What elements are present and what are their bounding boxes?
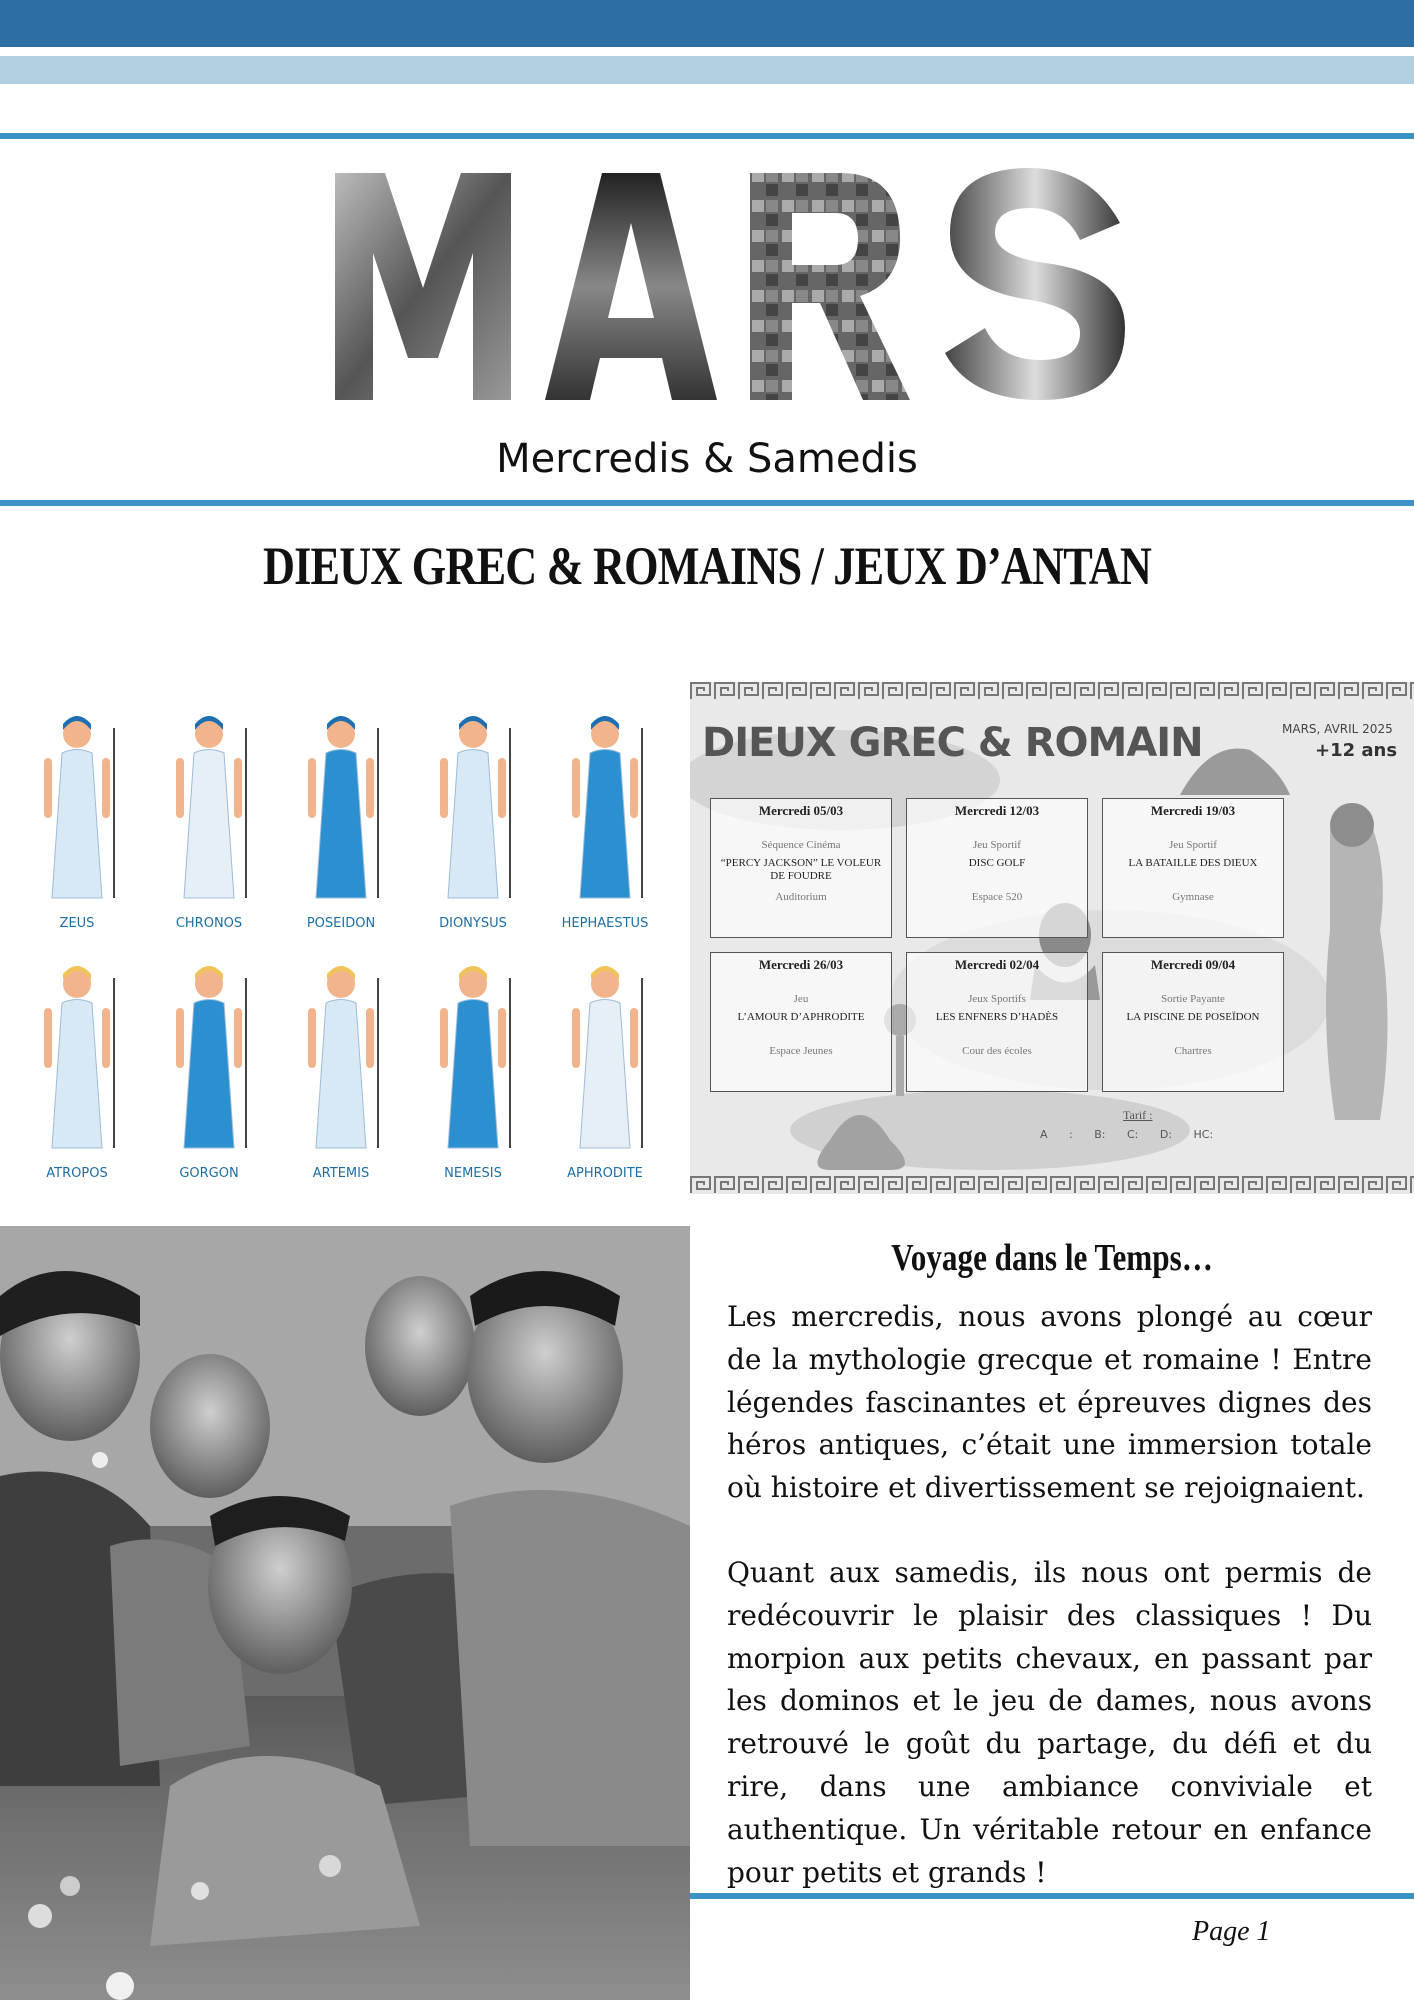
god-figure xyxy=(404,708,542,931)
section-title: DIEUX GREC & ROMAINS / JEUX D’ANTAN xyxy=(262,536,1152,596)
card-type: Jeux Sportifs xyxy=(968,993,1026,1005)
meander-border-top xyxy=(690,682,1414,700)
god-name-label: DIONYSUS xyxy=(439,916,507,931)
tarif-label: Tarif : xyxy=(1123,1108,1153,1122)
card-type: Jeu Sportif xyxy=(1169,839,1217,851)
header-divider xyxy=(0,133,1414,139)
top-light-blue-bar xyxy=(0,56,1414,84)
god-illustration-icon xyxy=(550,708,660,908)
god-name-label: CHRONOS xyxy=(175,916,243,931)
card-event: LA BATAILLE DES DIEUX xyxy=(1128,857,1258,869)
god-figure xyxy=(140,708,278,931)
god-illustration-icon xyxy=(154,708,264,908)
card-title: Mercredi 02/04 xyxy=(954,957,1040,972)
marble-background xyxy=(690,700,1414,1176)
card-event: LA PISCINE DE POSEÏDON xyxy=(1126,1011,1260,1023)
god-figure xyxy=(8,958,146,1181)
event-card xyxy=(906,952,1088,1092)
event-card xyxy=(906,798,1088,938)
god-name-label: HEPHAESTUS xyxy=(561,916,649,931)
mars-title-image xyxy=(330,168,1140,400)
god-name-label: ARTEMIS xyxy=(312,1166,370,1181)
event-card xyxy=(710,952,892,1092)
god-illustration-icon xyxy=(154,958,264,1158)
article-title: Voyage dans le Temps… xyxy=(891,1237,1213,1279)
children-marbles-photo xyxy=(0,1226,690,2000)
card-event: DISC GOLF xyxy=(968,857,1026,869)
letter-s xyxy=(945,168,1125,400)
footer-divider xyxy=(690,1893,1414,1899)
god-illustration-icon xyxy=(418,958,528,1158)
card-title: Mercredi 05/03 xyxy=(758,803,844,818)
letter-m xyxy=(335,173,511,400)
god-name-label: ATROPOS xyxy=(46,1166,108,1181)
god-name-label: APHRODITE xyxy=(567,1166,643,1181)
tarif-codes: A : B: C: D: HC: xyxy=(1040,1128,1214,1141)
card-place: Espace 520 xyxy=(971,891,1023,903)
card-place: Gymnase xyxy=(1172,891,1214,903)
god-figure xyxy=(536,708,674,931)
god-name-label: GORGON xyxy=(179,1166,239,1181)
card-type: Jeu Sportif xyxy=(973,839,1021,851)
card-type: Séquence Cinéma xyxy=(761,839,841,851)
letter-r xyxy=(750,173,910,400)
card-place: Espace Jeunes xyxy=(769,1045,833,1057)
card-title: Mercredi 26/03 xyxy=(758,957,844,972)
poster-age: +12 ans xyxy=(1315,740,1398,761)
card-type: Sortie Payante xyxy=(1161,993,1225,1005)
god-illustration-icon xyxy=(22,708,132,908)
god-figure xyxy=(404,958,542,1181)
god-figure xyxy=(140,958,278,1181)
god-illustration-icon xyxy=(22,958,132,1158)
page-number: Page 1 xyxy=(1192,1916,1271,1947)
card-place: Chartres xyxy=(1174,1045,1212,1057)
card-event: “PERCY JACKSON” LE VOLEUR DE FOUDRE xyxy=(720,857,882,882)
subtitle-divider xyxy=(0,500,1414,506)
god-name-label: NEMESIS xyxy=(444,1166,502,1181)
god-illustration-icon xyxy=(550,958,660,1158)
article-paragraph: Quant aux samedis, ils nous ont permis de redécouvrir le plaisir des classiques ! Du morpion aux petits chevaux, en passant par les dominos et le jeu de dames, nous avons retrouvé le goût du partage, du défi et du rire, dans une ambiance conviviale et authentique. Un véritable retour en enfance pour petits et grands ! xyxy=(727,1555,1372,1889)
card-event: L’AMOUR D’APHRODITE xyxy=(737,1011,865,1023)
subtitle: Mercredis & Samedis xyxy=(496,436,918,482)
god-name-label: ZEUS xyxy=(59,916,95,931)
god-figure xyxy=(536,958,674,1181)
top-dark-blue-bar xyxy=(0,0,1414,47)
event-poster xyxy=(690,682,1414,1194)
god-illustration-icon xyxy=(418,708,528,908)
god-figure xyxy=(8,708,146,931)
god-figure xyxy=(272,708,410,931)
card-title: Mercredi 09/04 xyxy=(1150,957,1236,972)
letter-a xyxy=(545,173,717,400)
card-title: Mercredi 12/03 xyxy=(954,803,1040,818)
card-event: LES ENFNERS D’HADÈS xyxy=(935,1011,1059,1023)
article-paragraph: Les mercredis, nous avons plongé au cœur de la mythologie grecque et romaine ! Entre légendes fascinantes et épreuves dignes des héros antiques, c’était une immersion totale où histoire et divertissement se rejoignaient. xyxy=(727,1300,1372,1505)
god-illustration-icon xyxy=(286,958,396,1158)
card-place: Auditorium xyxy=(775,891,827,903)
god-name-label: POSEIDON xyxy=(306,916,376,931)
card-place: Cour des écoles xyxy=(962,1045,1032,1057)
card-type: Jeu xyxy=(793,993,809,1005)
gods-illustration xyxy=(0,700,690,1200)
meander-border-bottom xyxy=(690,1176,1414,1194)
event-card xyxy=(1102,798,1284,938)
poster-dates: MARS, AVRIL 2025 xyxy=(1282,722,1393,736)
event-card xyxy=(1102,952,1284,1092)
god-figure xyxy=(272,958,410,1181)
event-card xyxy=(710,798,892,938)
article-body xyxy=(727,1296,1372,1894)
god-illustration-icon xyxy=(286,708,396,908)
poster-title: DIEUX GREC & ROMAIN xyxy=(702,720,1203,766)
card-title: Mercredi 19/03 xyxy=(1150,803,1236,818)
